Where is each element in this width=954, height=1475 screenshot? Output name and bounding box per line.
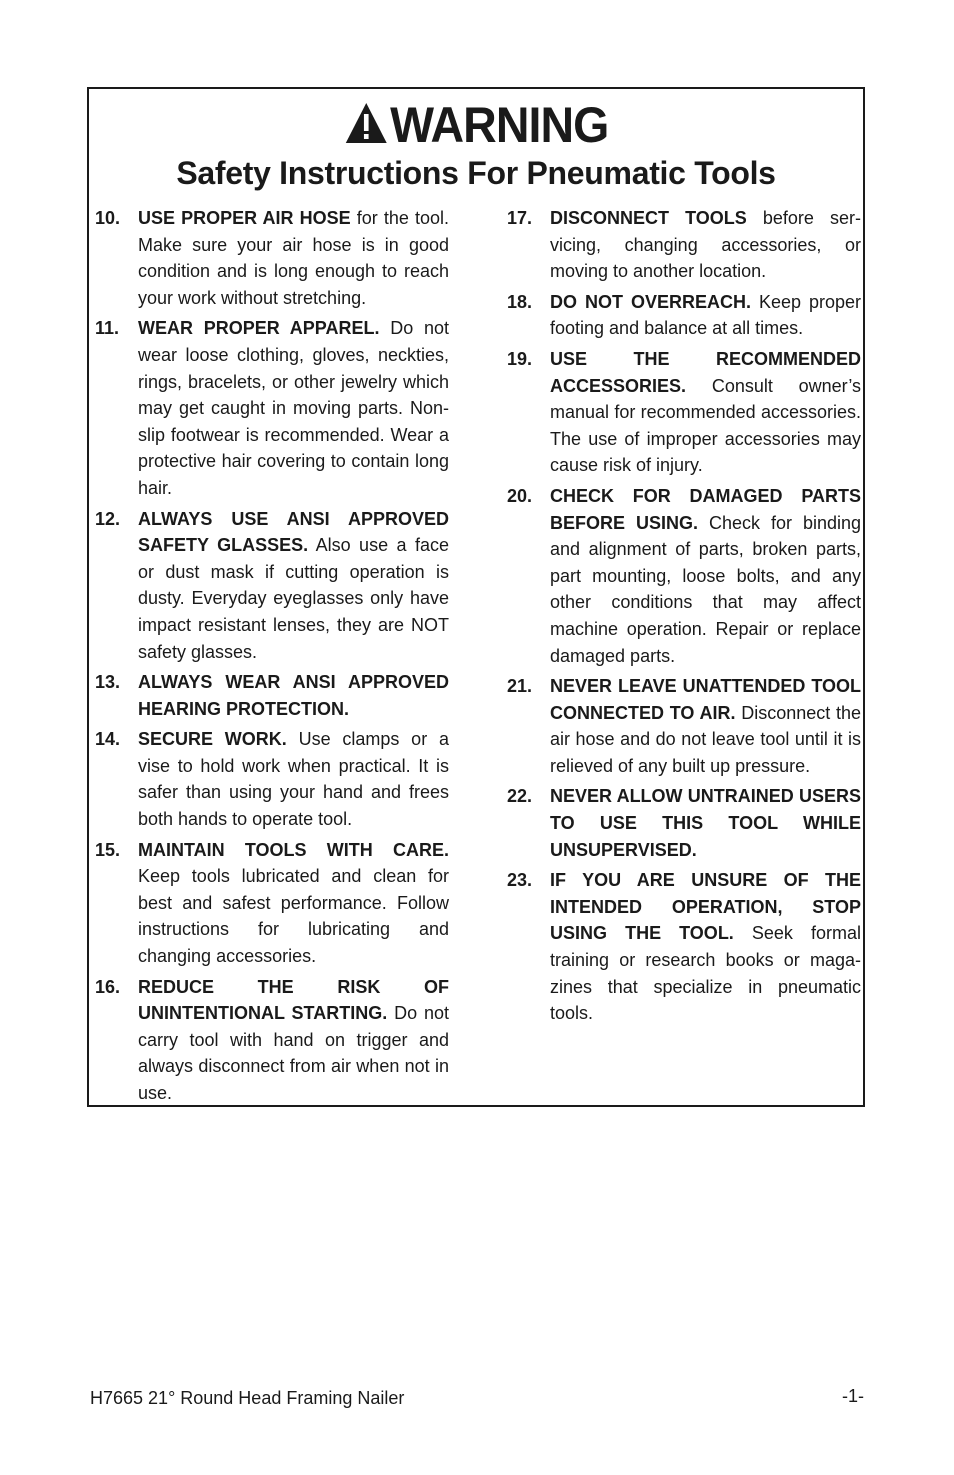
- item-number: 14.: [95, 729, 121, 750]
- item-body: Keep proper footing and balance at all times.: [550, 291, 861, 339]
- instruction-item: [507, 783, 861, 863]
- item-heading: REDUCE THE RISK OF UNINTENTIONAL STARTING.: [138, 976, 449, 1024]
- item-number: 11.: [95, 318, 120, 339]
- page-subtitle: Safety Instructions For Pneumatic Tools: [176, 155, 776, 191]
- item-body: for the tool. Make sure your air hose is in good condition and is long enough to reach your work without stretching.: [138, 208, 449, 308]
- item-text: [550, 205, 861, 285]
- item-heading: MAINTAIN TOOLS WITH CARE.: [138, 839, 449, 860]
- item-number: 19.: [507, 348, 533, 369]
- instruction-item: [95, 726, 449, 832]
- item-number: 16.: [95, 976, 121, 997]
- item-heading: DO NOT OVERREACH.: [550, 291, 751, 312]
- warning-box: [87, 87, 865, 1107]
- item-heading: ALWAYS WEAR ANSI APPROVED HEARING PROTECTION.: [138, 672, 449, 719]
- item-number: 10.: [95, 208, 121, 228]
- instruction-item: [507, 289, 861, 342]
- warning-triangle-icon: [344, 101, 389, 145]
- item-body: Disconnect the air hose and do not leave tool until it is relieved of any built up pressure.: [550, 702, 861, 776]
- instruction-item: [507, 205, 861, 285]
- instruction-item: [507, 483, 861, 669]
- item-number: 21.: [507, 676, 533, 697]
- footer-page-number: -1-: [842, 1386, 864, 1406]
- item-heading: WEAR PROPER APPAREL.: [138, 318, 380, 339]
- item-text: [138, 974, 449, 1107]
- item-number: 22.: [507, 786, 533, 807]
- instruction-item: [507, 867, 861, 1027]
- item-text: [138, 669, 449, 722]
- item-text: [138, 506, 449, 666]
- item-body: Keep tools lubricated and clean for best and safest performance. Follow instructions for lubricating and changing accessories.: [138, 866, 449, 967]
- instruction-item: [95, 315, 449, 501]
- item-heading: USE THE RECOMMENDED ACCESSORIES.: [550, 348, 861, 396]
- item-body: Do not wear loose clothing, gloves, neckties, rings, bracelets, or other jewelry which may get caught in moving parts. Non-slip footwear is recommended. Wear a protective hair covering to contain long hair.: [138, 318, 449, 498]
- item-body: Use clamps or a vise to hold work when practical. It is safer than using your hand and frees both hands to operate tool.: [138, 729, 449, 830]
- right-column: [507, 205, 861, 1031]
- warning-header: [89, 97, 863, 192]
- instruction-item: [95, 669, 449, 722]
- item-text: [138, 205, 449, 311]
- instruction-item: [95, 837, 449, 970]
- item-text: [550, 673, 861, 779]
- item-text: [550, 289, 861, 342]
- footer-manual-title: H7665 21° Round Head Framing Nailer: [90, 1388, 405, 1408]
- item-heading: SECURE WORK.: [138, 729, 287, 750]
- item-text: [550, 346, 861, 479]
- instruction-item: [95, 506, 449, 666]
- item-body: Seek formal training or research books or magazines that specialize in pneumatic tools.: [550, 923, 861, 1024]
- item-heading: NEVER ALLOW UNTRAINED USERS TO USE THIS TOOL WHILE UNSUPERVISED.: [550, 786, 861, 860]
- instruction-item: [507, 673, 861, 779]
- instruction-item: [95, 205, 449, 311]
- item-text: [550, 867, 861, 1027]
- item-heading: ALWAYS USE ANSI APPROVED SAFETY GLASSES.: [138, 508, 449, 556]
- item-text: [138, 726, 449, 832]
- item-heading: USE PROPER AIR HOSE: [138, 208, 351, 228]
- instruction-item: [507, 346, 861, 479]
- left-column: [95, 205, 449, 1111]
- item-text: [138, 315, 449, 501]
- warning-word: WARNING: [390, 97, 609, 153]
- item-number: 17.: [507, 208, 533, 228]
- item-number: 23.: [507, 870, 533, 891]
- item-text: [138, 837, 449, 970]
- item-number: 13.: [95, 672, 121, 693]
- item-text: [550, 783, 861, 863]
- warning-title: [116, 97, 836, 153]
- item-body: Do not carry tool with hand on trigger and always disconnect from air when not in use.: [138, 1003, 449, 1103]
- item-text: [550, 483, 861, 669]
- item-heading: IF YOU ARE UNSURE OF THE INTENDED OPERATION, STOP USING THE TOOL.: [550, 870, 861, 944]
- item-body: before servicing, changing accessories, or moving to another location.: [550, 208, 862, 282]
- item-body: Consult owner’s manual for recommended accessories. The use of improper accessories may cause risk of injury.: [550, 375, 861, 476]
- instruction-item: [95, 974, 449, 1107]
- item-heading: NEVER LEAVE UNATTENDED TOOL CONNECTED TO AIR.: [550, 676, 861, 723]
- item-number: 20.: [507, 485, 533, 506]
- item-heading: CHECK FOR DAMAGED PARTS BEFORE USING.: [550, 485, 861, 533]
- item-body: Check for binding and alignment of parts, broken parts, part mounting, loose bolts, and any other conditions that may affect machine operation. Repair or replace damaged parts.: [550, 512, 861, 666]
- item-number: 18.: [507, 291, 533, 312]
- item-number: 15.: [95, 839, 121, 860]
- item-heading: DISCONNECT TOOLS: [550, 208, 747, 228]
- item-body: Also use a face or dust mask if cutting operation is dusty. Everyday eyeglasses only have impact resistant lenses, they are NOT safety glasses.: [138, 535, 449, 662]
- item-number: 12.: [95, 508, 121, 529]
